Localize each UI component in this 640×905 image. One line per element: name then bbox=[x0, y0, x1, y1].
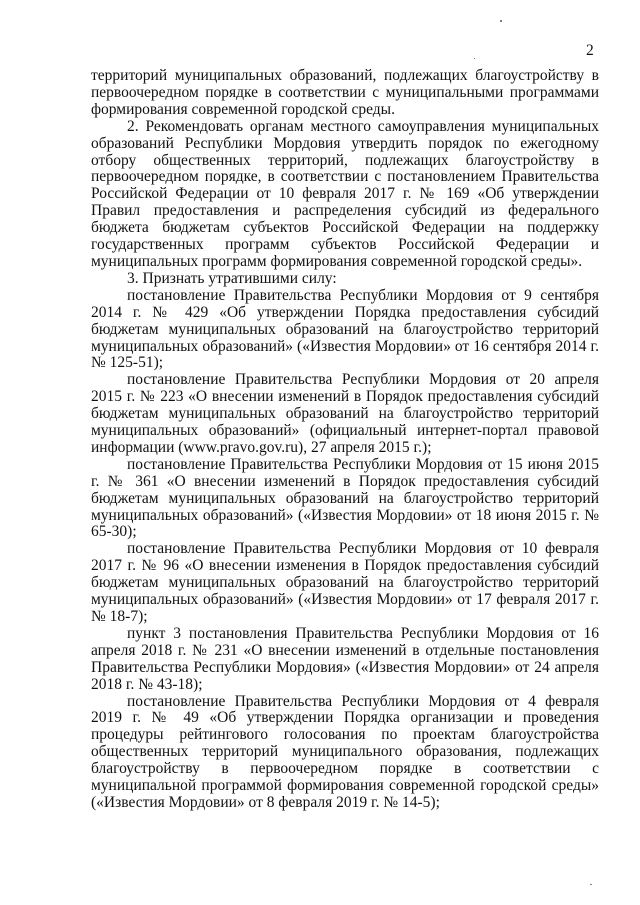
repealed-act-1: постановление Правительства Республики Мордовия от 9 сентября 2014 г. № 429 «Об утверждении Порядка предоставления субсидий бюджетам муниципальных образований на благоустройство территорий муниципальных образований» («Известия Мордовии» от 16 сентября 2014 г. № 125-51); bbox=[91, 286, 599, 372]
scan-speck bbox=[474, 58, 475, 59]
repealed-act-6: постановление Правительства Республики Мордовия от 4 февраля 2019 г. № 49 «Об утверждении Порядка организации и проведения процедуры рейтингового голосования по проектам благоустройства общественных территорий муниципального образования, подлежащих благоустройству в первоочередном порядке в соответствии с муниципальной программой формирования современной городской среды» («Известия Мордовии» от 8 февраля 2019 г. № 14-5); bbox=[91, 692, 599, 811]
repealed-act-4: постановление Правительства Республики Мордовия от 10 февраля 2017 г. № 96 «О внесении изменения в Порядок предоставления субсидий бюджетам муниципальных образований на благоустройство территорий муниципальных образований» («Известия Мордовии» от 17 февраля 2017 г. № 18-7); bbox=[91, 540, 599, 625]
repealed-act-3: постановление Правительства Республики Мордовия от 15 июня 2015 г. № 361 «О внесении изменений в Порядок предоставления субсидий бюджетам муниципальных образований на благоустройство территорий муниципальных образований» («Известия Мордовии» от 18 июня 2015 г. № 65-30); bbox=[91, 455, 599, 541]
repealed-act-2: постановление Правительства Республики Мордовия от 20 апреля 2015 г. № 223 «О внесении изменений в Порядок предоставления субсидий бюджетам муниципальных образований на благоустройство территорий муниципальных образований» (официальный интернет-портал правовой информации (www.pravo.gov.ru), 27 апреля 2015 г.); bbox=[91, 371, 599, 456]
scan-speck bbox=[500, 20, 502, 22]
scan-speck bbox=[590, 884, 592, 885]
paragraph-item-3: 3. Признать утратившими силу: bbox=[127, 269, 337, 287]
paragraph-item-2: 2. Рекомендовать органам местного самоуправления муниципальных образований Республики Мордовия утвердить порядок по ежегодному отбору общественных территорий, подлежащих благоустройству в первоочередном порядке, в соответствии с постановлением Правительства Российской Федерации от 10 февраля 2017 г. № 169 «Об утверждении Правил предоставления и распределения субсидий из федерального бюджета бюджетам субъектов Российской Федерации на поддержку государственных программ субъектов Российской Федерации и муниципальных программ формирования современной городской среды». bbox=[91, 117, 599, 270]
paragraph-continuation: территорий муниципальных образований, подлежащих благоустройству в первоочередном порядке в соответствии с муниципальными программами формирования современной городской среды. bbox=[91, 67, 599, 118]
page-number: 2 bbox=[586, 42, 594, 59]
repealed-act-5: пункт 3 постановления Правительства Республики Мордовия от 16 апреля 2018 г. № 231 «О внесении изменений в отдельные постановления Правительства Республики Мордовия» («Известия Мордовии» от 24 апреля 2018 г. № 43-18); bbox=[91, 624, 599, 693]
document-body bbox=[91, 68, 599, 812]
